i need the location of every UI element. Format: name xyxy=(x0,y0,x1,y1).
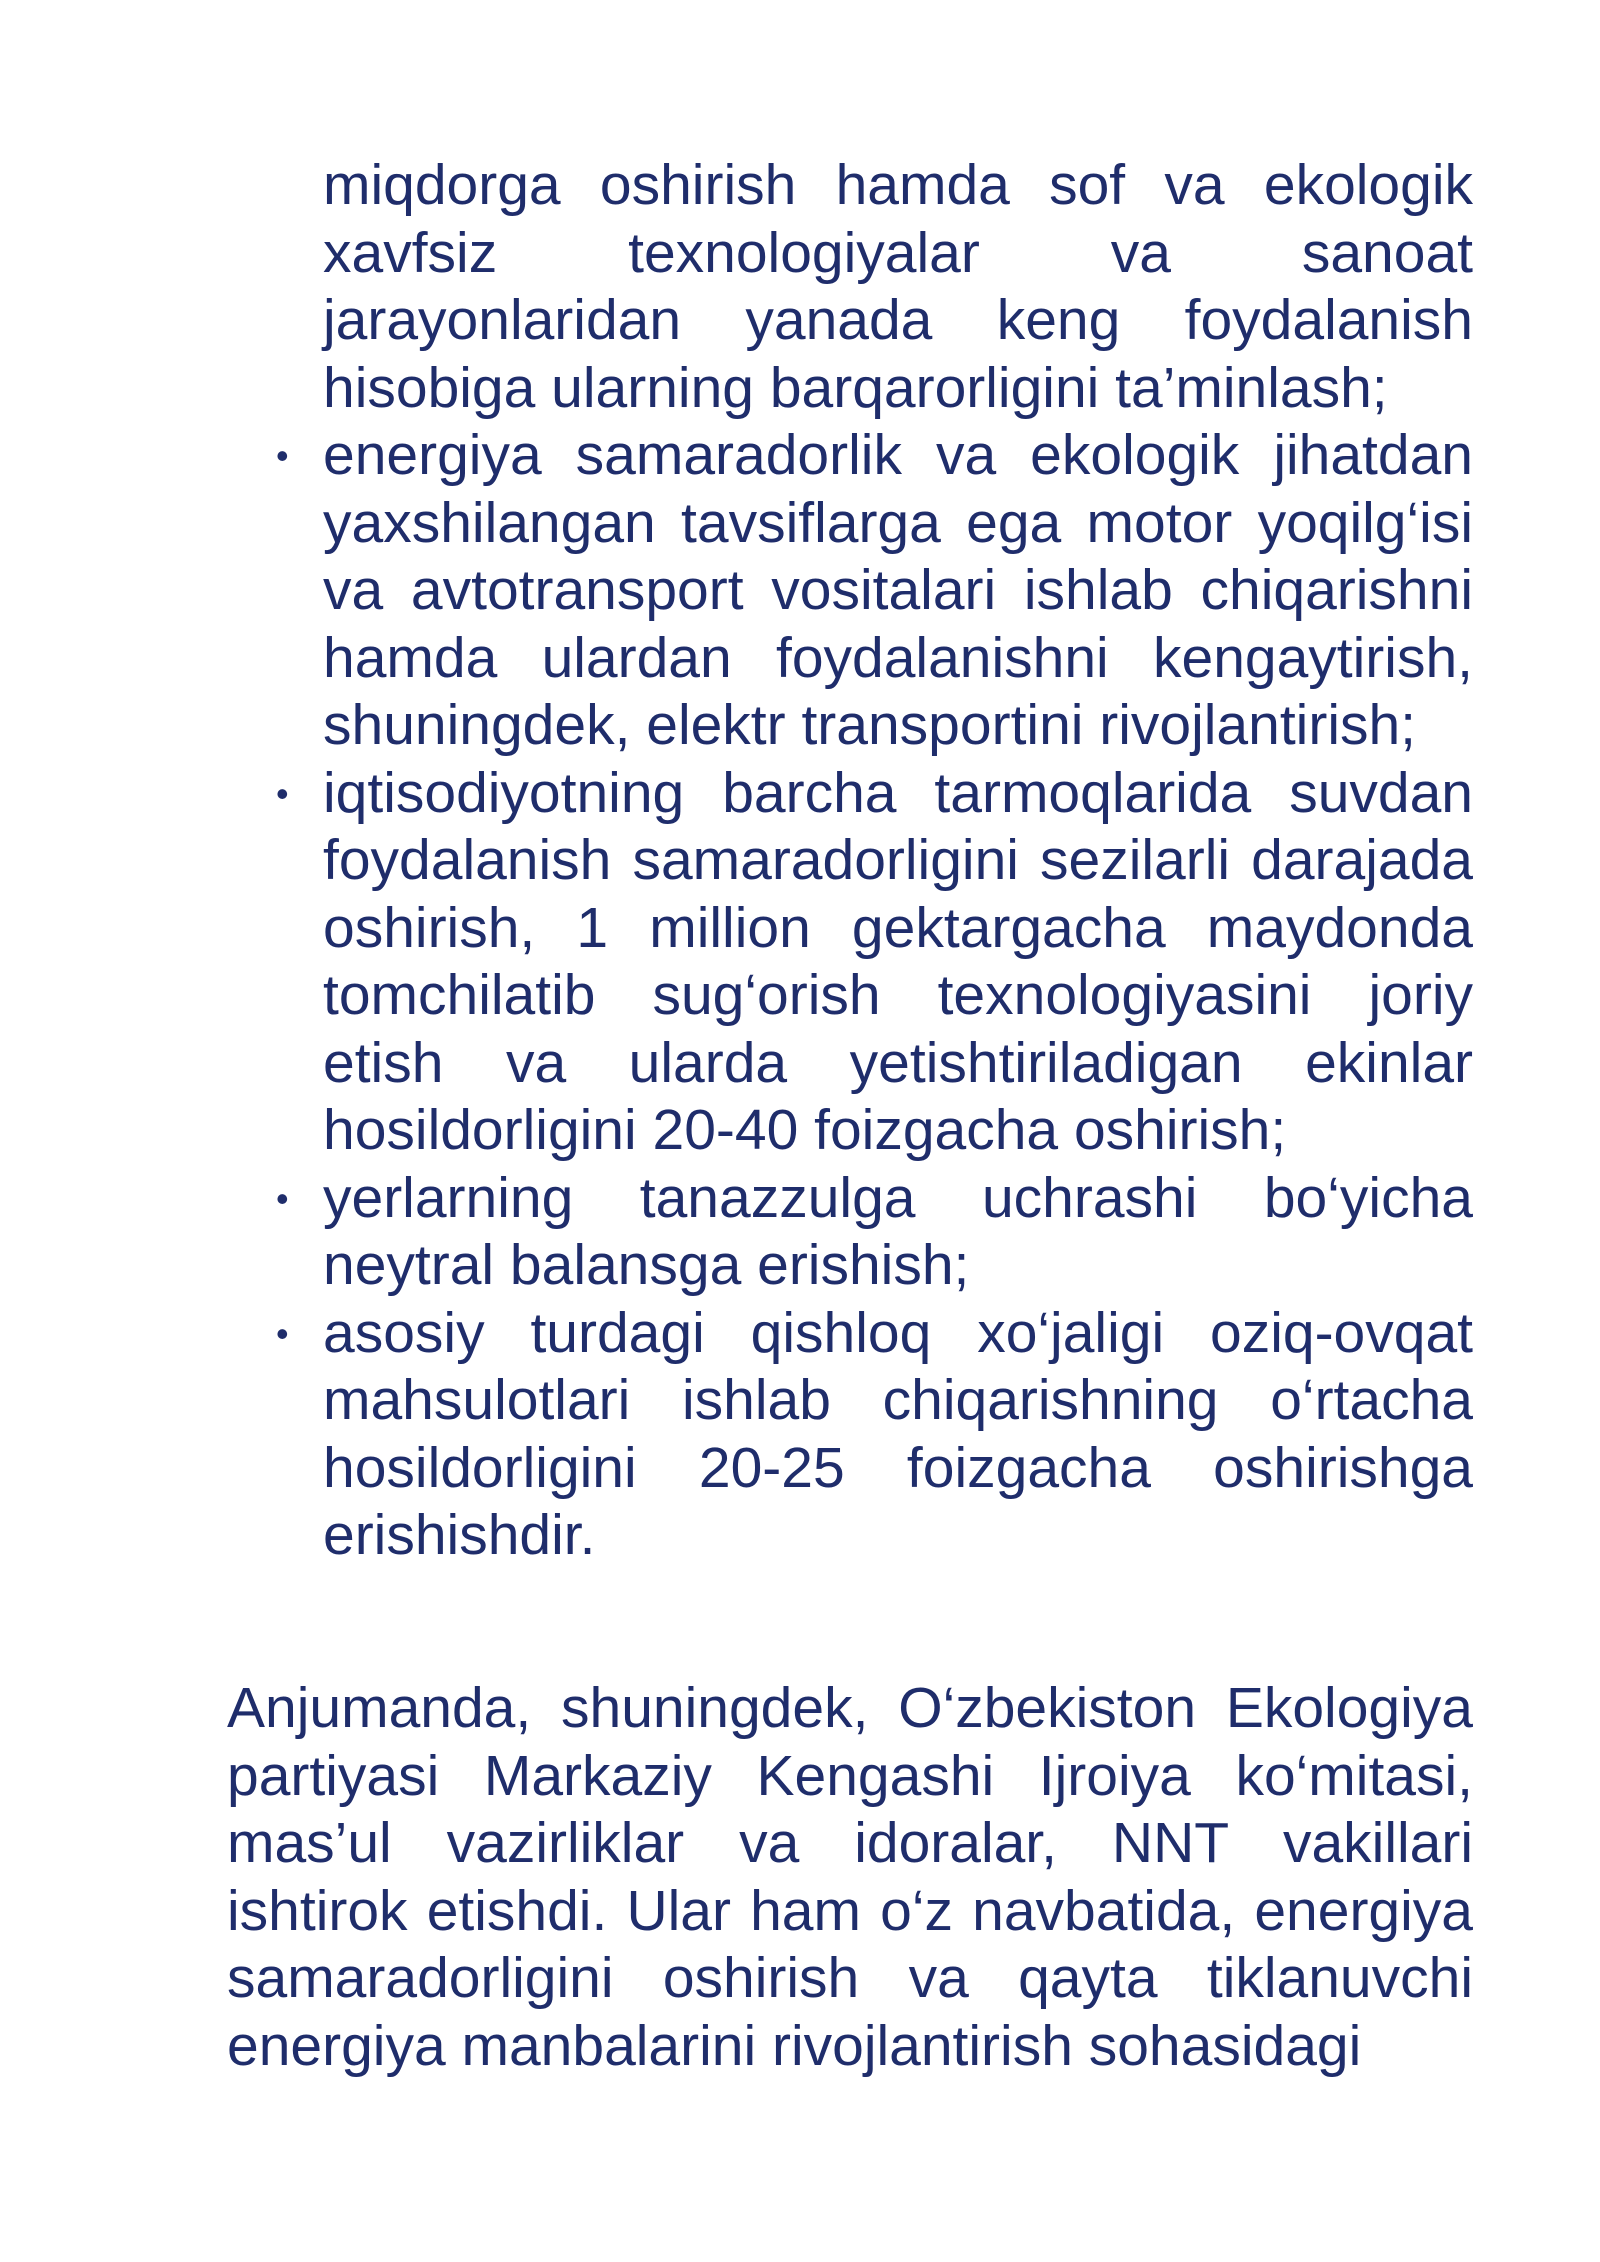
goals-bullet-list xyxy=(276,152,1473,1570)
closing-paragraph: Anjumanda, shuningdek, O‘zbekiston Ekologiya partiyasi Markaziy Kengashi Ijroiya ko‘mitasi, mas’ul vazirliklar va idoralar, NNT vakillari ishtirok etishdi. Ular ham o‘z navbatida, energiya samaradorligini oshirish va qayta tiklanuvchi energiya manbalarini rivojlantirish sohasidagi xyxy=(227,1676,1473,2078)
bullet-item-land-degradation xyxy=(276,1165,1473,1300)
bullet-item-agriculture-yield xyxy=(276,1300,1473,1570)
bullet-text: asosiy turdagi qishloq xo‘jaligi oziq-ovqat mahsulotlari ishlab chiqarishning o‘rtacha hosildorligini 20-25 foizgacha oshirishga erishishdir. xyxy=(323,1300,1473,1567)
bullet-marker: • xyxy=(276,435,289,476)
bullet-marker: • xyxy=(276,1177,289,1219)
bullet-marker: • xyxy=(276,772,289,814)
bullet-item-water-use xyxy=(276,760,1473,1165)
bullet-text: iqtisodiyotning barcha tarmoqlarida suvdan foydalanish samaradorligini sezilarli darajada oshirish, 1 million gektargacha maydonda tomchilatib sug‘orish texnologiyasini joriy etish va ularda yetishtiriladigan ekinlar hosildorligini 20-40 foizgacha oshirish; xyxy=(323,760,1473,1162)
bullet-marker: • xyxy=(276,1312,289,1354)
bullet-text: energiya samaradorlik va ekologik jihatdan yaxshilangan tavsiflarga ega motor yoqilg‘isi va avtotransport vositalari ishlab chiqarishni hamda ulardan foydalanishni kengaytirish, shuningdek, elektr transportini rivojlantirish; xyxy=(323,423,1473,757)
bullet-item-continued xyxy=(323,152,1473,422)
bullet-item-energy-efficiency xyxy=(276,422,1473,760)
bullet-text: miqdorga oshirish hamda sof va ekologik xavfsiz texnologiyalar va sanoat jarayonlaridan yanada keng foydalanish hisobiga ularning barqarorligini ta’minlash; xyxy=(323,153,1473,420)
bullet-text: yerlarning tanazzulga uchrashi bo‘yicha neytral balansga erishish; xyxy=(323,1165,1473,1297)
